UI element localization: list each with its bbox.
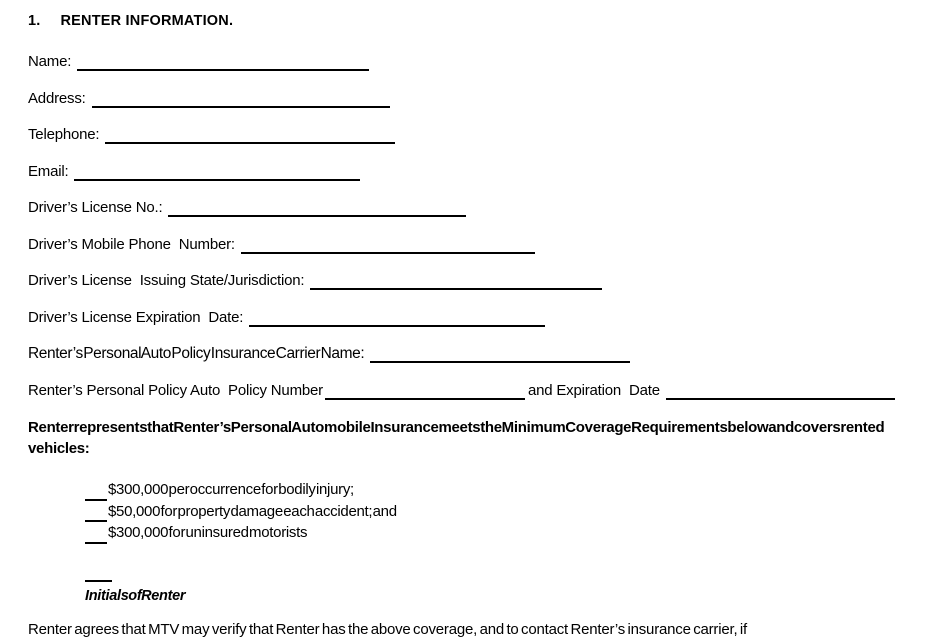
expiration-date-label: and Expiration Date [527, 381, 660, 399]
coverage-initial-blank[interactable] [85, 530, 107, 544]
field-row-policy-number [28, 381, 895, 400]
email-label: Email: [28, 162, 69, 180]
name-blank[interactable] [77, 56, 369, 71]
coverage-initial-blank[interactable] [85, 508, 107, 522]
coverage-item-text: $50,000 for property damage each accident; and [108, 502, 397, 520]
field-row-carrier-name [28, 344, 895, 363]
license-no-blank[interactable] [168, 202, 466, 217]
coverage-item [85, 522, 895, 544]
field-row-telephone [28, 125, 895, 144]
name-label: Name: [28, 53, 72, 70]
license-expiration-blank[interactable] [249, 312, 545, 327]
coverage-initial-blank[interactable] [85, 487, 107, 501]
section-heading [28, 12, 895, 31]
coverage-item-text: $300,000 per occurrence for bodily injury; [108, 481, 354, 498]
expiration-date-blank[interactable] [666, 385, 895, 400]
telephone-label: Telephone: [28, 126, 100, 143]
issuing-state-label: Driver’s License Issuing State/Jurisdiction: [28, 272, 305, 289]
mobile-phone-blank[interactable] [241, 239, 535, 254]
email-blank[interactable] [74, 166, 360, 181]
field-row-email [28, 162, 895, 181]
policy-number-blank[interactable] [325, 385, 525, 400]
issuing-state-blank[interactable] [310, 275, 602, 290]
field-row-mobile-phone [28, 235, 895, 254]
section-number: 1. [28, 13, 41, 29]
coverage-list [85, 479, 895, 544]
initials-blank[interactable] [85, 570, 112, 582]
field-row-name [28, 52, 895, 71]
license-no-label: Driver’s License No.: [28, 199, 163, 216]
carrier-name-label: Renter’s Personal Auto Policy Insurance Carrier Name: [28, 345, 365, 362]
telephone-blank[interactable] [105, 129, 395, 144]
section-title: RENTER INFORMATION. [60, 13, 234, 29]
coverage-item [85, 479, 895, 501]
initials-section [85, 570, 895, 605]
field-row-issuing-state [28, 271, 895, 290]
mobile-phone-label: Driver’s Mobile Phone Number: [28, 235, 235, 253]
address-blank[interactable] [92, 93, 390, 108]
coverage-item-text: $300,000 for uninsured motorists [108, 524, 308, 541]
field-row-address [28, 89, 895, 108]
address-label: Address: [28, 89, 86, 107]
policy-number-label: Renter’s Personal Policy Auto Policy Number [28, 381, 323, 399]
field-row-license-expiration [28, 308, 895, 327]
initials-label: Initials of Renter [85, 587, 186, 604]
license-expiration-label: Driver’s License Expiration Date: [28, 308, 244, 326]
field-row-license-no [28, 198, 895, 217]
coverage-intro-paragraph: Renter represents that Renter’s Personal Automobile Insurance meets the Minimum Coverage Requirements below and covers rented vehicles: [28, 419, 885, 457]
footer-paragraph: Renter agrees that MTV may verify that Renter has the above coverage, and to contact Renter’s insurance carrier, if [28, 620, 747, 638]
coverage-item [85, 501, 895, 523]
carrier-name-blank[interactable] [370, 348, 630, 363]
